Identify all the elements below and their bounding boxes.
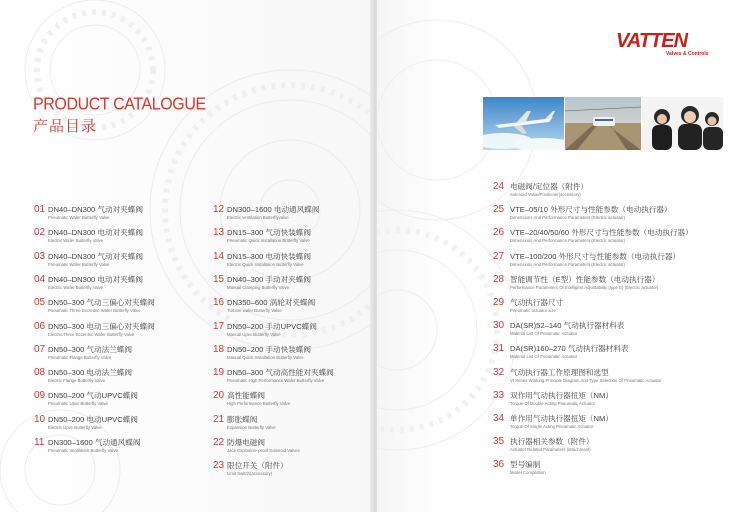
train-photo bbox=[565, 97, 641, 150]
toc-page-number: 21 bbox=[213, 413, 225, 425]
toc-page-number: 18 bbox=[213, 343, 225, 355]
toc-english-subtitle: Turbine wafer Butterfly Valve bbox=[227, 308, 282, 314]
toc-page-number: 01 bbox=[34, 204, 46, 215]
toc-page-number: 02 bbox=[34, 227, 46, 239]
toc-title: DN50–200 手动快装蝶阀 bbox=[227, 344, 311, 354]
toc-english-subtitle: Electric Quick Installation Butterfly Valve bbox=[227, 261, 304, 267]
toc-title: 防爆电磁阀 bbox=[227, 438, 265, 447]
toc-title: DN40–DN300 气动对夹蝶阀 bbox=[48, 251, 143, 261]
toc-english-subtitle: Expansion Butterfly Valve bbox=[227, 424, 276, 430]
toc-title: DN50–200 电动UPVC蝶阀 bbox=[48, 414, 138, 424]
toc-title: DN50–300 气动法兰蝶阀 bbox=[48, 344, 132, 354]
toc-english-subtitle: Pneumatic Wafer Butterfly Valve bbox=[48, 261, 110, 267]
toc-page-number: 23 bbox=[213, 460, 225, 472]
toc-page-number: 03 bbox=[34, 250, 46, 262]
toc-title: DN50–300 气动高性能对夹蝶阀 bbox=[227, 368, 334, 378]
toc-title: DN300–1600 电动通风蝶阀 bbox=[227, 205, 320, 214]
toc-english-subtitle: Manual Quick Installation Butterfly Valve bbox=[227, 354, 304, 360]
toc-title: 执行器相关参数（附件） bbox=[510, 437, 594, 447]
toc-title: 单作用气动执行器扭矩（NM） bbox=[510, 414, 613, 423]
toc-title: 双作用气动执行器扭矩（NM） bbox=[510, 390, 613, 400]
toc-english-subtitle: Pneumatic Ventilation Butterfly Valve bbox=[48, 448, 118, 453]
toc-page-number: 06 bbox=[34, 320, 46, 332]
toc-page-number: 05 bbox=[34, 297, 46, 309]
toc-page-number: 12 bbox=[213, 204, 225, 215]
toc-english-subtitle: Pneumatic Quick Installation Butterfly Valve bbox=[227, 238, 310, 244]
toc-title: DN40–DN300 电动对夹蝶阀 bbox=[48, 274, 143, 284]
toc-title: DN300–1600 气动通风蝶阀 bbox=[48, 438, 141, 447]
toc-page-number: 25 bbox=[493, 204, 505, 216]
toc-english-subtitle: Manual Upvc Butterfly Valve bbox=[227, 331, 281, 337]
toc-english-subtitle: Pneumatic Upvc Butterfly Valve bbox=[48, 401, 108, 407]
toc-page-number: 20 bbox=[213, 390, 225, 402]
toc-english-subtitle: Pneumatic actuator size bbox=[510, 308, 556, 313]
toc-english-subtitle: Electric Wafer Butterfly Valve bbox=[48, 284, 104, 290]
toc-page-number: 15 bbox=[213, 273, 225, 285]
toc-page-number: 16 bbox=[213, 297, 225, 309]
catalogue-subtitle: 产品目录 bbox=[33, 118, 98, 135]
toc-title: DN50–300 电动法兰蝶阀 bbox=[48, 368, 132, 378]
toc-english-subtitle: Electric Flange Butterfly Valve bbox=[48, 378, 105, 384]
toc-page-number: 17 bbox=[213, 320, 225, 332]
toc-title: DA(SR)160–270 气动执行器材料表 bbox=[510, 344, 629, 354]
toc-title: DN50–300 气动三偏心对夹蝶阀 bbox=[48, 298, 155, 308]
toc-page-number: 32 bbox=[493, 366, 505, 378]
toc-english-subtitle: Manual Clamping Butterfly Valve bbox=[227, 284, 290, 290]
toc-column-2 bbox=[213, 204, 368, 489]
toc-page-number: 31 bbox=[493, 343, 505, 355]
toc-english-subtitle: Pneumatic Wafer Butterfly Valve bbox=[48, 215, 110, 220]
toc-page-number: 33 bbox=[493, 389, 505, 401]
toc-english-subtitle: Actuator Related Parameters (attachment) bbox=[510, 447, 591, 453]
airplane-photo bbox=[483, 97, 564, 150]
toc-english-subtitle: Model Compilation bbox=[510, 470, 546, 476]
toc-english-subtitle: Pneumatic Flange Butterfly Valve bbox=[48, 354, 112, 360]
toc-english-subtitle: Dimensions And Performance Parameters (Electric actuator) bbox=[510, 261, 626, 267]
toc-english-subtitle: Vt Series Working Principle Diagram And Type Selection Of Pneumatic Actuator bbox=[510, 377, 662, 383]
toc-title: 限位开关（附件） bbox=[227, 461, 288, 471]
toc-page-number: 24 bbox=[493, 181, 505, 192]
toc-title: VTE–100/200 外形尺寸与性能参数（电动执行器） bbox=[510, 251, 681, 261]
toc-title: DN50–300 电动三偏心对夹蝶阀 bbox=[48, 321, 155, 331]
toc-page-number: 22 bbox=[213, 437, 225, 448]
toc-english-subtitle: High Performance Butterfly Valve bbox=[227, 401, 291, 407]
left-page bbox=[0, 0, 373, 512]
toc-title: DN350–600 涡轮对夹蝶阀 bbox=[227, 298, 316, 308]
toc-page-number: 19 bbox=[213, 367, 225, 379]
toc-title: DN50–200 气动UPVC蝶阀 bbox=[48, 391, 138, 401]
toc-title: DN40–300 手动对夹蝶阀 bbox=[227, 274, 311, 284]
toc-title: 气动执行器尺寸 bbox=[510, 298, 564, 307]
toc-title: DA(SR)52–140 气动执行器材料表 bbox=[510, 321, 625, 331]
catalogue-title: PRODUCT CATALOGUE bbox=[33, 95, 206, 114]
toc-english-subtitle: Torque Of Single Acting Pneumatic Actuator bbox=[510, 424, 594, 429]
customer-service-photo bbox=[642, 97, 723, 150]
toc-english-subtitle: Solenoid Valve/Positioner(accessory) bbox=[510, 192, 581, 197]
toc-page-number: 09 bbox=[34, 390, 46, 402]
toc-column-1 bbox=[34, 204, 209, 464]
toc-title: 电磁阀/定位器（附件） bbox=[510, 182, 589, 191]
toc-title: 型号编制 bbox=[510, 460, 541, 470]
toc-title: VTE–05/10 外形尺寸与性能参数（电动执行器） bbox=[510, 205, 672, 215]
toc-title: VTE–20/40/50/60 外形尺寸与性能参数（电动执行器） bbox=[510, 228, 693, 238]
toc-english-subtitle: Pneumatic High Performance Wafer Butterfly Valve bbox=[227, 378, 325, 384]
toc-english-subtitle: Electric Wafer Butterfly Valve bbox=[48, 238, 104, 244]
photo-strip bbox=[483, 97, 723, 150]
toc-english-subtitle: Material List Of Pneumatic Actuator bbox=[510, 331, 578, 337]
toc-english-subtitle: Electric Upvc Butterfly Valve bbox=[48, 424, 102, 430]
toc-page-number: 10 bbox=[34, 413, 46, 425]
toc-english-subtitle: Performance Parameters Of Intelligent Adjustability (type E) (Electric actuator) bbox=[510, 284, 659, 290]
toc-title: 智能调节性（E型）性能参数（电动执行器） bbox=[510, 274, 660, 284]
toc-english-subtitle: Electric ventilation Butterflyvalve bbox=[227, 215, 289, 220]
toc-page-number: 04 bbox=[34, 273, 46, 285]
toc-page-number: 30 bbox=[493, 320, 505, 332]
toc-column-3 bbox=[493, 181, 718, 481]
toc-page-number: 34 bbox=[493, 413, 505, 424]
toc-english-subtitle: Dimensions And Performance Parameters (Electric actuator) bbox=[510, 238, 626, 244]
toc-page-number: 29 bbox=[493, 297, 505, 308]
toc-english-subtitle: Limit Switch(accessory) bbox=[227, 471, 273, 477]
toc-page-number: 27 bbox=[493, 250, 505, 262]
toc-title: DN15–300 气动快装蝶阀 bbox=[227, 228, 311, 238]
toc-english-subtitle: Electric Three Eccentric Wafer Butterfly Valve bbox=[48, 331, 135, 337]
toc-english-subtitle: Dimensions And Performance Parameters (Electric actuator) bbox=[510, 215, 626, 221]
toc-english-subtitle: Jace Explosion–proof Solenoid Valves bbox=[227, 448, 300, 453]
toc-page-number: 13 bbox=[213, 227, 225, 239]
toc-page-number: 26 bbox=[493, 227, 505, 239]
toc-title: DN50–200 手动UPVC蝶阀 bbox=[227, 321, 317, 331]
logo-wordmark: VATTEN bbox=[616, 30, 688, 52]
toc-page-number: 28 bbox=[493, 273, 505, 285]
toc-page-number: 07 bbox=[34, 343, 46, 355]
toc-english-subtitle: Torque Of Double Acting Pneumatic Actuator bbox=[510, 400, 596, 406]
toc-english-subtitle: Material List Of Pneumatic Actuator bbox=[510, 354, 578, 360]
logo-tagline: Valves & Controls bbox=[666, 51, 709, 57]
toc-title: 气动执行器工作原理图和选型 bbox=[510, 367, 609, 377]
toc-title: 膨胀蝶阀 bbox=[227, 414, 258, 424]
brand-logo bbox=[616, 30, 726, 60]
toc-page-number: 11 bbox=[34, 437, 45, 448]
toc-page-number: 14 bbox=[213, 250, 225, 262]
toc-page-number: 35 bbox=[493, 436, 505, 448]
toc-english-subtitle: Pneumatic Three Eccentric Wafer Butterfly Valve bbox=[48, 308, 141, 314]
toc-page-number: 08 bbox=[34, 367, 46, 379]
toc-title: DN40–DN300 电动对夹蝶阀 bbox=[48, 228, 143, 238]
toc-page-number: 36 bbox=[493, 459, 505, 471]
toc-title: DN15–300 电动快装蝶阀 bbox=[227, 251, 311, 261]
toc-title: DN40–DN300 气动对夹蝶阀 bbox=[48, 205, 143, 214]
toc-title: 高性能蝶阀 bbox=[227, 391, 265, 401]
